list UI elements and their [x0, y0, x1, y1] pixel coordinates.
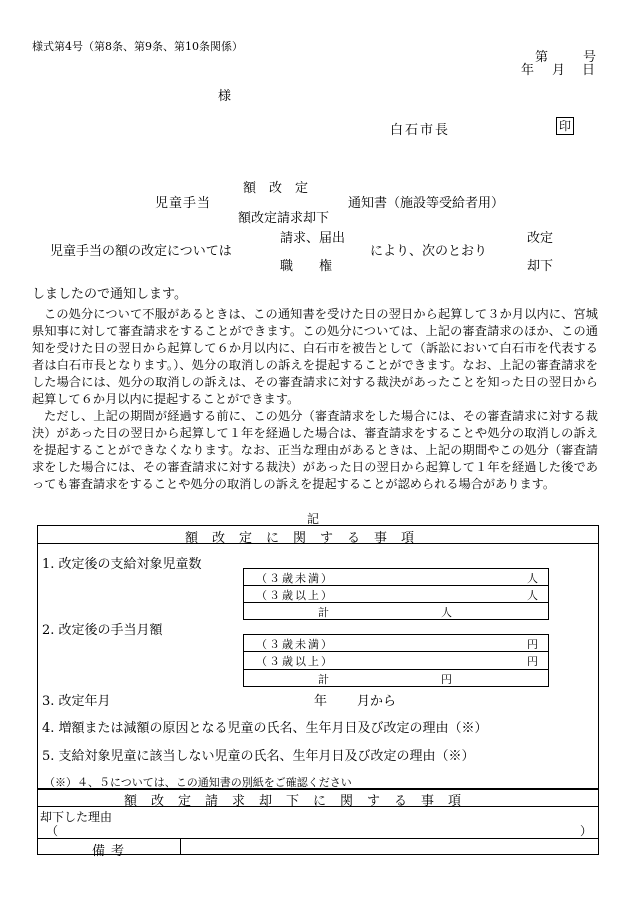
item2-total-label: 計 — [318, 673, 329, 686]
item3-month: 月から — [357, 694, 397, 709]
rejection-reason-label: 却下した理由 — [40, 810, 113, 824]
revision-section-header: 額改定に関する事項 — [185, 531, 429, 546]
item1-unit-over3: 人 — [527, 589, 538, 602]
opening-closing: しましたので通知します。 — [32, 287, 187, 302]
item4-label: 4. 増額または減額の原因となる児童の氏名、生年月日及び改定の理由（※） — [42, 721, 488, 736]
basis-request: 請求、届出 — [280, 231, 346, 246]
divider — [180, 838, 181, 855]
item1-unit-under3: 人 — [527, 572, 538, 585]
title-option-reject: 額改定請求却下 — [238, 211, 330, 226]
item1-label: 1. 改定後の支給対象児童数 — [42, 557, 202, 572]
seal-char: 印 — [558, 119, 571, 133]
date-year: 年 — [521, 63, 535, 78]
date-day: 日 — [582, 63, 596, 78]
remarks-label: 備考 — [92, 844, 131, 859]
form-number: 様式第4号（第8条、第9条、第10条関係） — [32, 40, 243, 53]
item3-year: 年 — [314, 694, 328, 709]
item2-total-unit: 円 — [441, 673, 452, 686]
recipient-suffix: 様 — [218, 89, 232, 104]
ki-mark: 記 — [307, 512, 320, 526]
divider — [37, 838, 599, 839]
reason-paren-close: ） — [580, 824, 593, 838]
title-option-revise: 額 改 定 — [243, 181, 309, 196]
appeal-paragraph-1: この処分について不服があるときは、この通知書を受けた日の翌日から起算して３か月以内に、宮城県知事に対して審査請求をすることができます。この処分については、上記の審査請求のほか、この通知を受けた日の翌日から起算して６か月以内に、白石市を被告として（訴訟において白石市を代表する者は白石市長となります。）、処分の取消しの訴えを提起することができます。なお、上記の審査請求をした場合には、処分の取消しの訴えは、その審査請求に対する裁決があったことを知った日の翌日から起算して６か月以内に提起することができます。 — [32, 307, 598, 406]
item2-row-under3: （３歳未満） — [256, 638, 334, 651]
issuer-name: 白石市長 — [390, 123, 451, 138]
reason-paren-open: （ — [46, 824, 59, 838]
section1-note: （※）４、５については、この通知書の別紙をご確認ください — [44, 776, 352, 789]
divider — [243, 669, 549, 670]
title-left: 児童手当 — [155, 196, 212, 211]
date-month: 月 — [552, 63, 566, 78]
action-reject: 却下 — [527, 259, 554, 274]
doc-no-prefix: 第 — [535, 50, 549, 65]
item5-label: 5. 支給対象児童に該当しない児童の氏名、生年月日及び改定の理由（※） — [42, 749, 475, 764]
doc-no-suffix: 号 — [583, 50, 597, 65]
item3-label: 3. 改定年月 — [42, 694, 111, 709]
opening-lead: 児童手当の額の改定については — [50, 244, 232, 259]
item1-total-unit: 人 — [441, 606, 452, 619]
rejection-section-header: 額改定請求却下に関する事項 — [124, 794, 476, 809]
appeal-paragraph-2: ただし、上記の期間が経過する前に、この処分（審査請求をした場合には、その審査請求に対する裁決）があった日の翌日から起算して１年を経過した場合は、審査請求をすることや処分の取消しの訴えを提起することができなくなります。なお、正当な理由があるときは、上記の期間やこの処分（審査請求をした場合には、その審査請求に対する裁決）があった日の翌日から起算して１年を経過した後であっても審査請求をすることや処分の取消しの訴えを提起することが認められる場合があります。 — [32, 409, 598, 491]
item1-row-over3: （３歳以上） — [256, 589, 334, 602]
item2-unit-under3: 円 — [527, 638, 538, 651]
action-revise: 改定 — [527, 231, 554, 246]
seal-box — [556, 117, 574, 135]
item2-row-over3: （３歳以上） — [256, 655, 334, 668]
title-right: 通知書（施設等受給者用） — [348, 196, 505, 211]
item2-unit-over3: 円 — [527, 655, 538, 668]
item1-total-label: 計 — [318, 606, 329, 619]
item1-row-under3: （３歳未満） — [256, 572, 334, 585]
basis-official: 職 権 — [280, 259, 333, 274]
item2-label: 2. 改定後の手当月額 — [42, 623, 163, 638]
opening-middle: により、次のとおり — [370, 244, 488, 259]
